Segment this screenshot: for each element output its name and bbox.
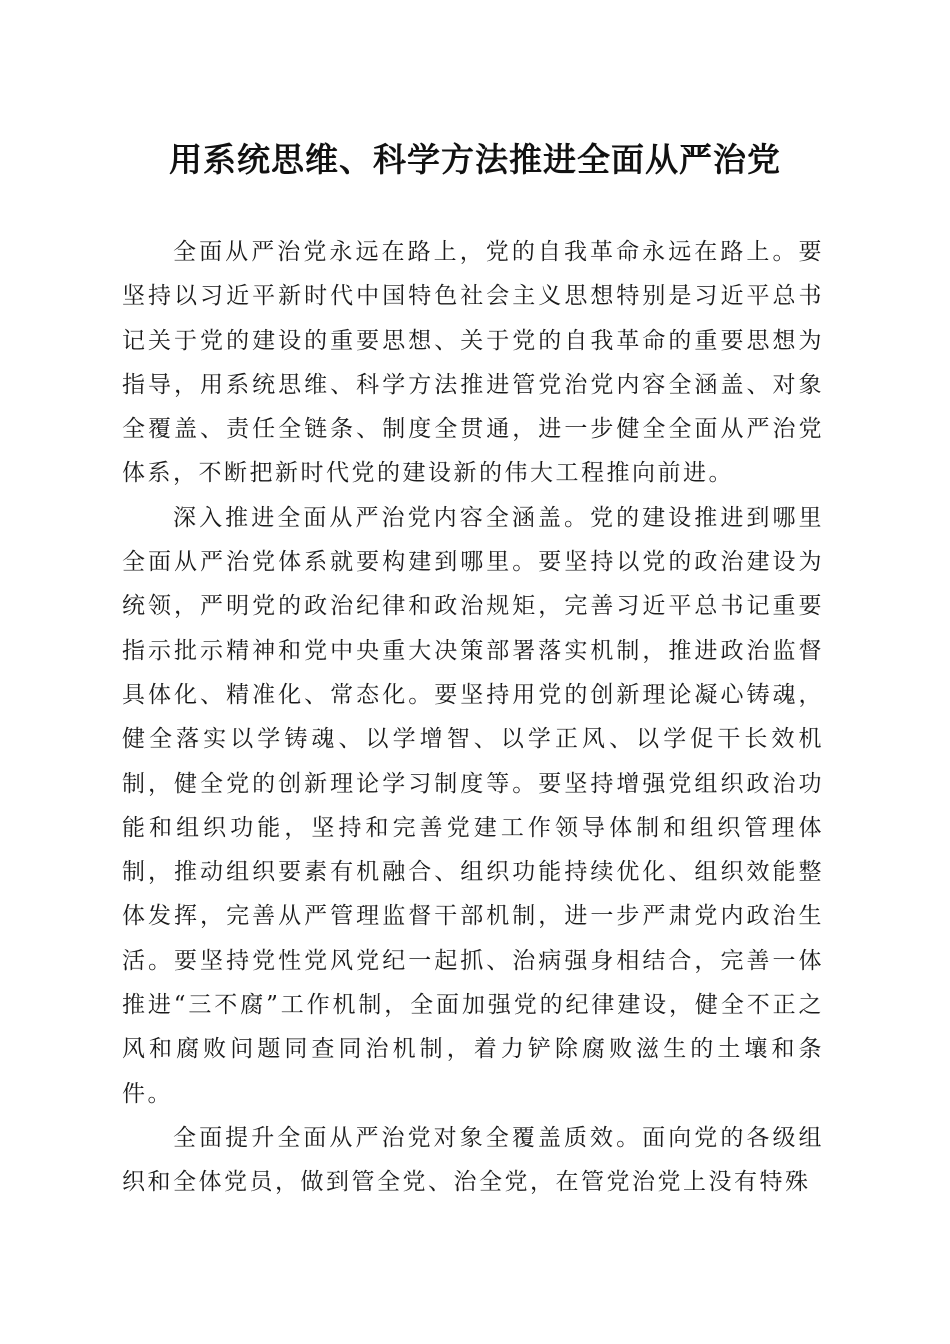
paragraph-content-coverage: 深入推进全面从严治党内容全涵盖。党的建设推进到哪里全面从严治党体系就要构建到哪里。要坚持以党的政治建设为统领，严明党的政治纪律和政治规矩，完善习近平总书记重要指示批示精神和党中央重大决策部署落实机制，推进政治监督具体化、精准化、常态化。要坚持用党的创新理论凝心铸魂，健全落实以学铸魂、以学增智、以学正风、以学促干长效机制，健全党的创新理论学习制度等。要坚持增强党组织政治功能和组织功能，坚持和完善党建工作领导体制和组织管理体制，推动组织要素有机融合、组织功能持续优化、组织效能整体发挥，完善从严管理监督干部机制，进一步严肃党内政治生活。要坚持党性党风党纪一起抓、治病强身相结合，完善一体推进“三不腐”工作机制，全面加强党的纪律建设，健全不正之风和腐败问题同查同治机制，着力铲除腐败滋生的土壤和条件。 xyxy=(122,504,824,1107)
document-title: 用系统思维、科学方法推进全面从严治党 xyxy=(169,140,781,179)
document-body xyxy=(122,230,824,1205)
paragraph-intro: 全面从严治党永远在路上，党的自我革命永远在路上。要坚持以习近平新时代中国特色社会主义思想特别是习近平总书记关于党的建设的重要思想、关于党的自我革命的重要思想为指导，用系统思维、科学方法推进管党治党内容全涵盖、对象全覆盖、责任全链条、制度全贯通，进一步健全全面从严治党体系，不断把新时代党的建设新的伟大工程推向前进。 xyxy=(122,239,824,487)
paragraph-object-coverage: 全面提升全面从严治党对象全覆盖质效。面向党的各级组织和全体党员，做到管全党、治全党，在管党治党上没有特殊 xyxy=(122,1124,824,1196)
